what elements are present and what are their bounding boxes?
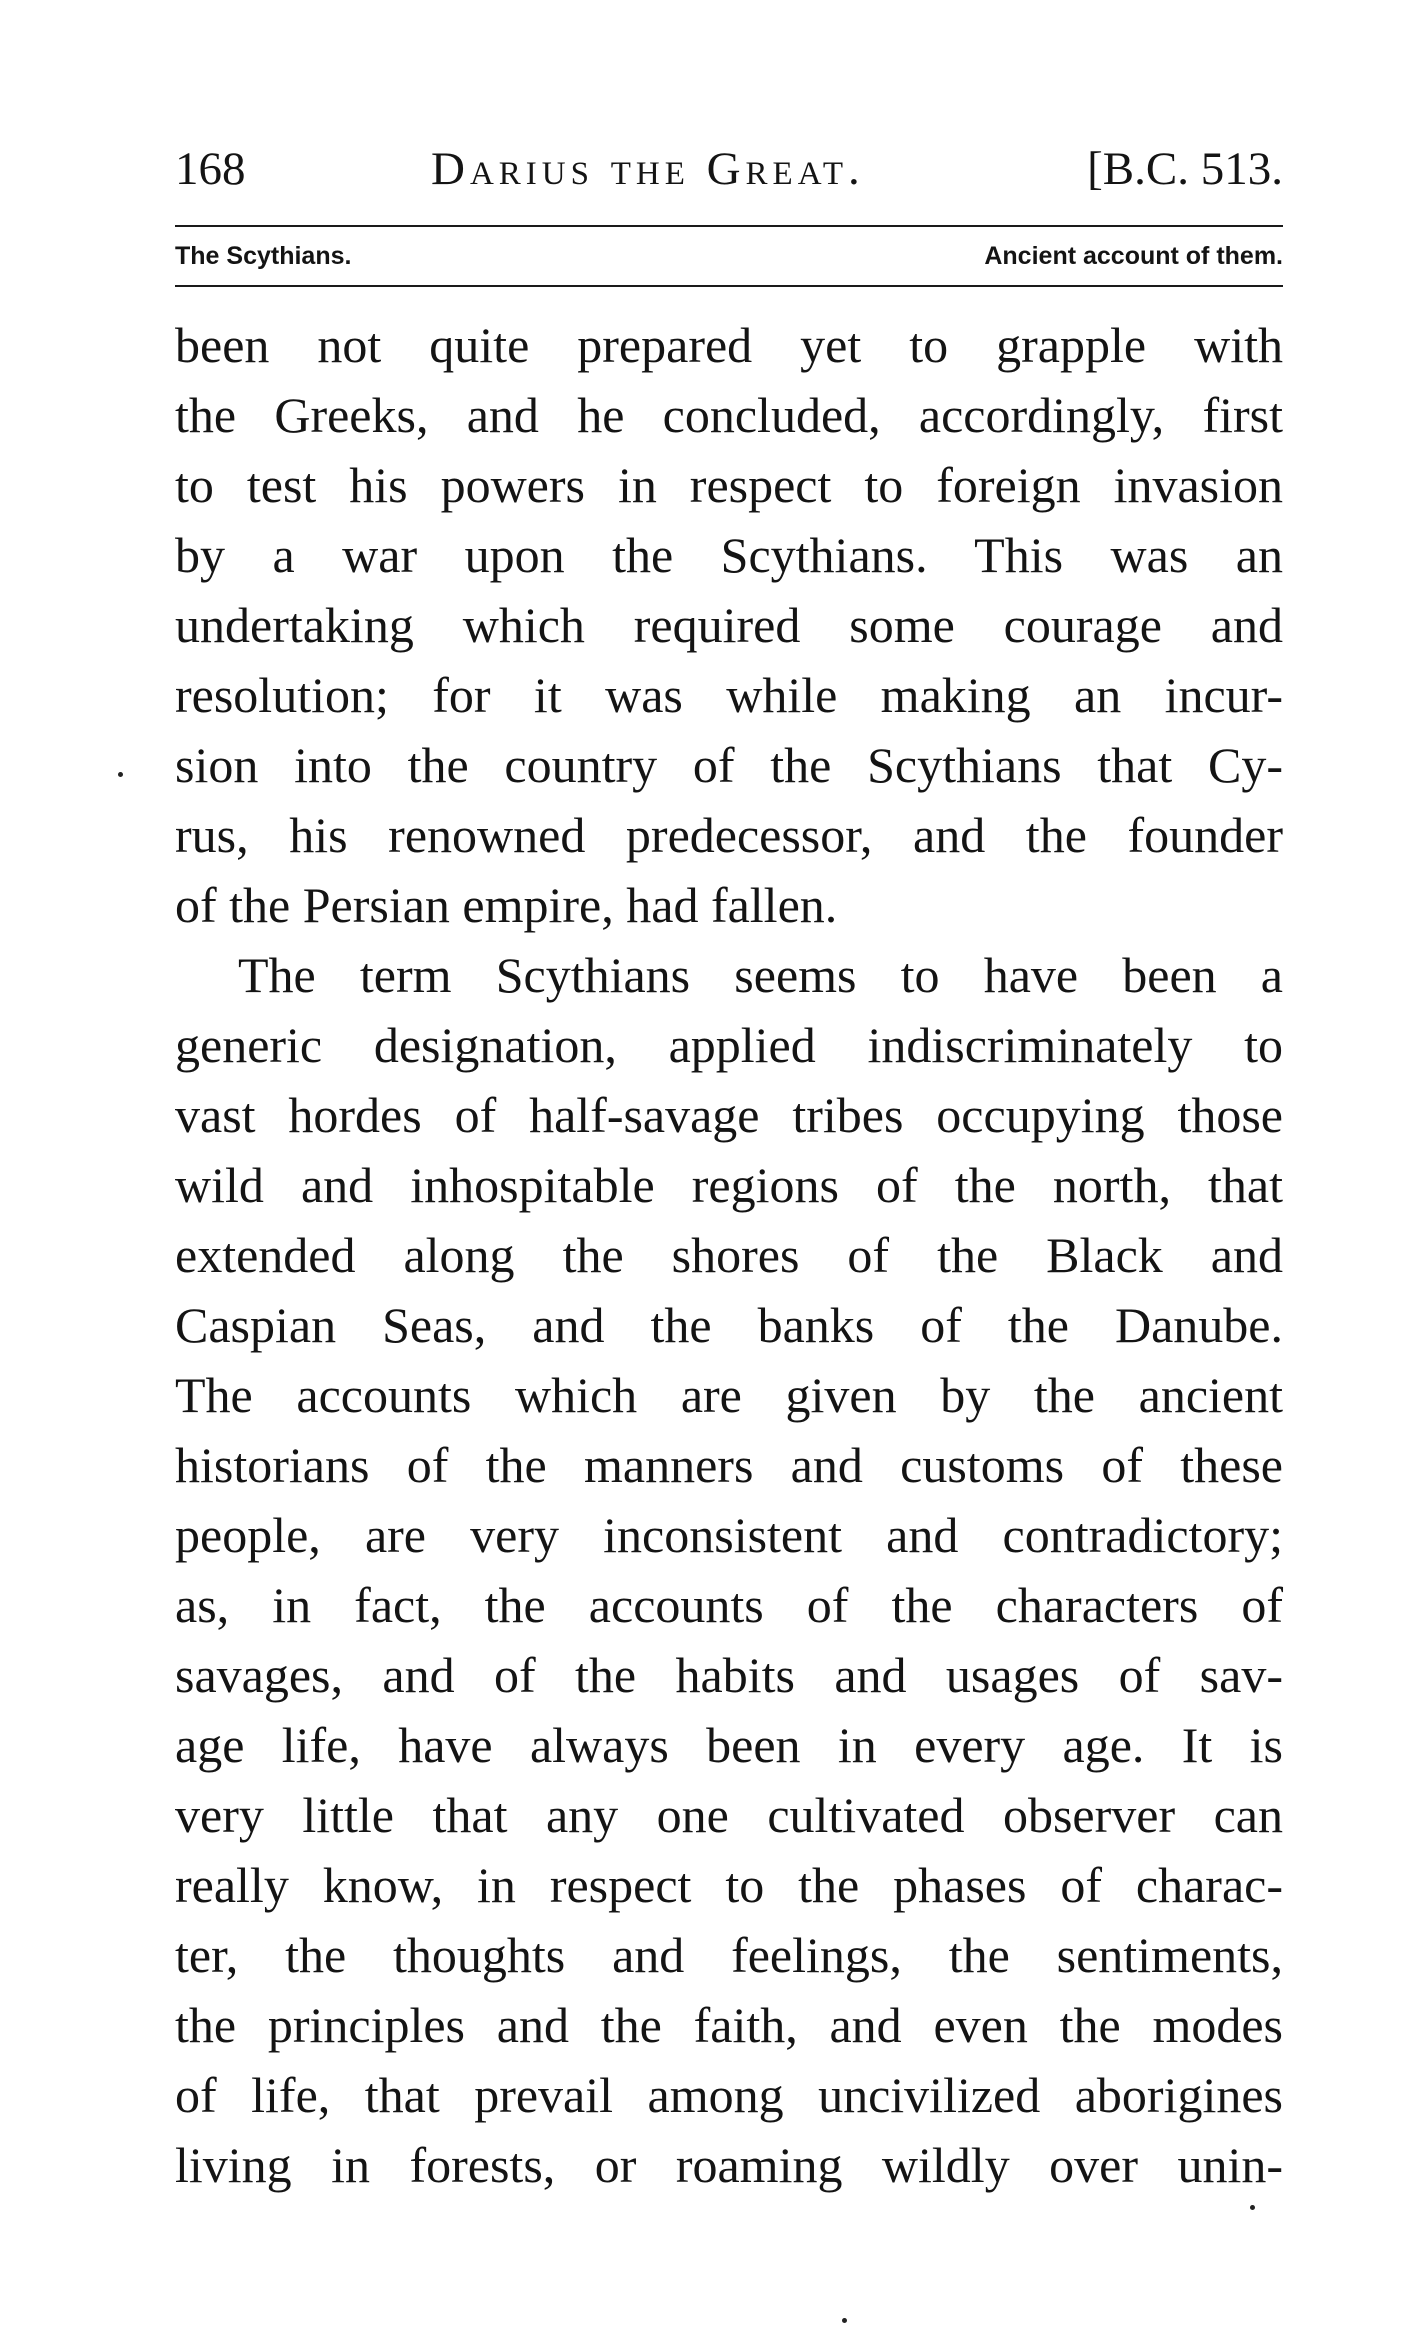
print-speck: [842, 2318, 847, 2323]
marginal-note-right: Ancient account of them.: [984, 242, 1283, 270]
text-line: people, are very inconsistent and contradictory;: [175, 1507, 1283, 1563]
text-line: living in forests, or roaming wildly over unin-: [175, 2137, 1283, 2193]
text-line: of life, that prevail among uncivilized aborigines: [175, 2067, 1283, 2123]
text-line: very little that any one cultivated observer can: [175, 1787, 1283, 1843]
text-line: extended along the shores of the Black and: [175, 1227, 1283, 1283]
text-line: of the Persian empire, had fallen.: [175, 877, 838, 933]
text-line: vast hordes of half-savage tribes occupying those: [175, 1087, 1283, 1143]
text-line: as, in fact, the accounts of the characters of: [175, 1577, 1283, 1633]
text-line: wild and inhospitable regions of the north, that: [175, 1157, 1283, 1213]
text-line: rus, his renowned predecessor, and the founder: [175, 807, 1283, 863]
text-line: resolution; for it was while making an incur-: [175, 667, 1283, 723]
marginal-note-left: The Scythians.: [175, 242, 352, 270]
text-line: The accounts which are given by the ancient: [175, 1367, 1283, 1423]
text-line: the principles and the faith, and even the modes: [175, 1997, 1283, 2053]
book-title: Darius the Great.: [431, 143, 865, 195]
paragraph: [175, 310, 1283, 940]
running-head: [175, 138, 1283, 200]
text-line: really know, in respect to the phases of charac-: [175, 1857, 1283, 1913]
print-speck: [118, 772, 123, 777]
paragraph: [175, 940, 1283, 2200]
marginal-rule: [175, 285, 1283, 287]
text-line: generic designation, applied indiscriminately to: [175, 1017, 1283, 1073]
page-number: 168: [175, 143, 246, 195]
text-line: The term Scythians seems to have been a: [238, 947, 1283, 1003]
text-line: the Greeks, and he concluded, accordingly, first: [175, 387, 1283, 443]
text-line: been not quite prepared yet to grapple with: [175, 317, 1283, 373]
print-speck: [1250, 2205, 1255, 2210]
header-rule: [175, 225, 1283, 227]
marginal-notes: [175, 236, 1283, 276]
text-line: historians of the manners and customs of these: [175, 1437, 1283, 1493]
text-line: to test his powers in respect to foreign invasion: [175, 457, 1283, 513]
text-line: Caspian Seas, and the banks of the Danube.: [175, 1297, 1283, 1353]
text-line: by a war upon the Scythians. This was an: [175, 527, 1283, 583]
text-line: age life, have always been in every age. It is: [175, 1717, 1283, 1773]
text-line: undertaking which required some courage and: [175, 597, 1283, 653]
text-line: savages, and of the habits and usages of sav-: [175, 1647, 1283, 1703]
body-text: [175, 310, 1283, 2200]
text-line: sion into the country of the Scythians that Cy-: [175, 737, 1283, 793]
text-line: ter, the thoughts and feelings, the sentiments,: [175, 1927, 1283, 1983]
date-range: [B.C. 513.: [1087, 143, 1283, 195]
